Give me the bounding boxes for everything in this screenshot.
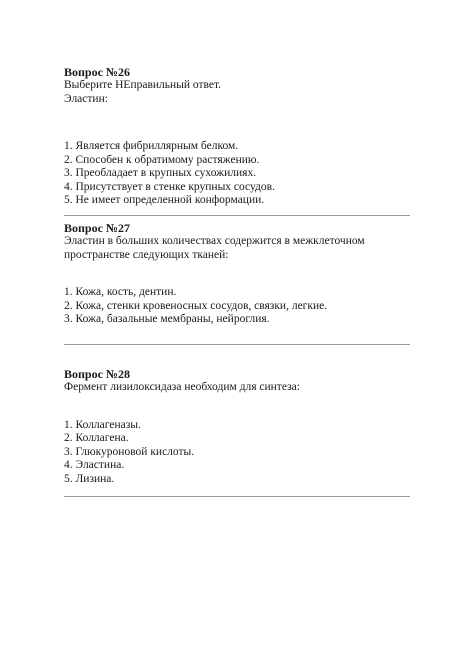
- answer-option: 5. Не имеет определенной конформации.: [64, 194, 265, 206]
- section-divider: [64, 215, 410, 216]
- answer-option: 3. Глюкуроновой кислоты.: [64, 445, 195, 458]
- question-text-line: Фермент лизилоксидаза необходим для синтеза:: [64, 381, 300, 393]
- question-27: [64, 222, 414, 327]
- question-title: Вопрос №28: [64, 367, 130, 381]
- answer-option: 5. Лизина.: [64, 472, 115, 485]
- answer-options: [64, 419, 414, 487]
- answer-options: [64, 286, 414, 327]
- answer-option: 2. Коллагена.: [64, 432, 129, 444]
- answer-option: 1. Кожа, кость, дентин.: [64, 286, 177, 298]
- question-subject: Эластин:: [64, 92, 108, 105]
- answer-option: 4. Эластина.: [64, 459, 125, 471]
- question-28: [64, 368, 414, 486]
- answer-option: 3. Кожа, базальные мембраны, нейроглия.: [64, 313, 270, 325]
- answer-option: 1. Коллагеназы.: [64, 418, 141, 431]
- question-instruction: Выберите НЕправильный ответ.: [64, 79, 222, 91]
- answer-option: 1. Является фибриллярным белком.: [64, 140, 239, 152]
- answer-option: 2. Кожа, стенки кровеносных сосудов, связки, легкие.: [64, 299, 328, 312]
- answer-option: 2. Способен к обратимому растяжению.: [64, 153, 260, 166]
- question-text-line: пространстве следующих тканей:: [64, 248, 229, 261]
- section-divider: [64, 344, 410, 345]
- question-26: [64, 66, 414, 208]
- answer-option: 4. Присутствует в стенке крупных сосудов.: [64, 180, 275, 193]
- answer-options: [64, 140, 414, 208]
- question-text-line: Эластин в больших количествах содержится в межклеточном: [64, 235, 365, 247]
- question-title: Вопрос №27: [64, 221, 130, 235]
- question-title: Вопрос №26: [64, 65, 130, 79]
- answer-option: 3. Преобладает в крупных сухожилиях.: [64, 167, 257, 179]
- section-divider: [64, 496, 410, 497]
